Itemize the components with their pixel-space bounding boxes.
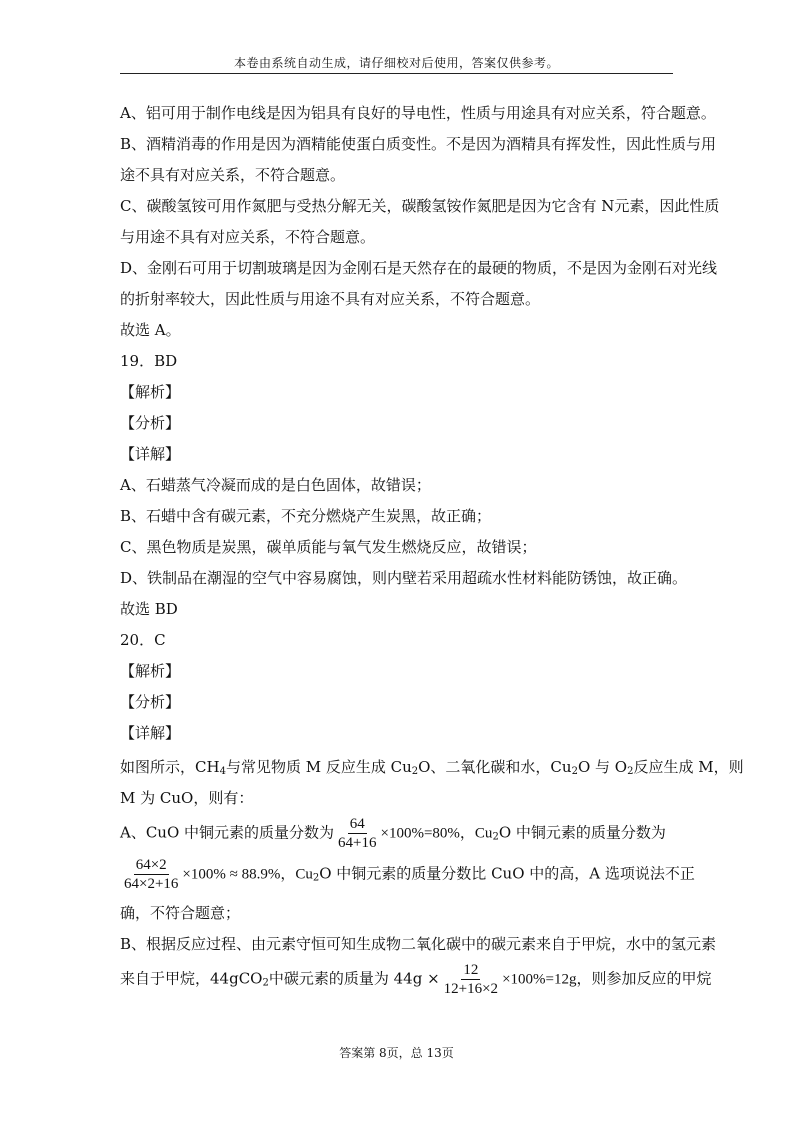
- text-line: 故选 A。: [120, 321, 181, 339]
- text-line: C、黑色物质是炭黑，碳单质能与氧气发生燃烧反应，故错误；: [120, 538, 537, 556]
- text-line: 故选 BD: [120, 600, 178, 618]
- text-line: 的折射率较大，因此性质与用途不具有对应关系，不符合题意。: [120, 290, 541, 308]
- text-line: M 为 CuO，则有：: [120, 789, 254, 807]
- section-label: 【解析】: [120, 662, 181, 680]
- text-line: A、铝可用于制作电线是因为铝具有良好的导电性，性质与用途具有对应关系，符合题意。: [120, 104, 716, 122]
- question-number: 19．BD: [120, 352, 178, 370]
- section-label: 【解析】: [120, 383, 181, 401]
- formula-line: 来自于甲烷，44gCO$_2$中碳元素的质量为 44g × $\frac{12}{12+16\times 2}$ ×100%=12g，则参加反应的甲烷: [120, 962, 712, 997]
- section-label: 【分析】: [120, 414, 181, 432]
- text-line: C、碳酸氢铵可用作氮肥与受热分解无关，碳酸氢铵作氮肥是因为它含有 N元素，因此性质: [120, 197, 720, 215]
- text-line: 与用途不具有对应关系，不符合题意。: [120, 228, 376, 246]
- text-line: D、金刚石可用于切割玻璃是因为金刚石是天然存在的最硬的物质，不是因为金刚石对光线: [120, 259, 718, 277]
- fraction: $\frac{64}{64+16}$: [338, 816, 377, 851]
- text-line: 途不具有对应关系，不符合题意。: [120, 166, 346, 184]
- fraction: $\frac{64\times 2}{64\times 2+16}$: [124, 857, 179, 892]
- text-line: D、铁制品在潮湿的空气中容易腐蚀，则内壁若采用超疏水性材料能防锈蚀，故正确。: [120, 569, 688, 587]
- formula-line: A、CuO 中铜元素的质量分数为 $\frac{64}{64+16}$ ×100%=80%，$Cu_2O$ 中铜元素的质量分数为: [120, 816, 666, 851]
- section-label: 【详解】: [120, 445, 181, 463]
- section-label: 【分析】: [120, 693, 181, 711]
- fraction: $\frac{12}{12+16\times 2}$: [443, 962, 499, 997]
- text-line: B、根据反应过程、由元素守恒可知生成物二氧化碳中的碳元素来自于甲烷，水中的氢元素: [120, 935, 717, 953]
- header-divider: [120, 73, 673, 74]
- formula-line: $\frac{64\times 2}{64\times 2+16}$ ×100% ≈ 88.9%，$Cu_2O$ 中铜元素的质量分数比 CuO 中的高，A 选项说法不正: [124, 857, 695, 892]
- text-line: A、石蜡蒸气冷凝而成的是白色固体，故错误；: [120, 476, 431, 494]
- question-number: 20．C: [120, 631, 166, 649]
- text-line: B、酒精消毒的作用是因为酒精能使蛋白质变性。不是因为酒精具有挥发性，因此性质与用: [120, 135, 717, 153]
- page-footer: 答案第 8页，总 13页: [339, 1046, 454, 1060]
- text-line: 如图所示，$CH_4$与常见物质 M 反应生成 $Cu_2O$、二氧化碳和水，$Cu_2O$ 与 $O_2$反应生成 M，则: [120, 758, 744, 777]
- section-label: 【详解】: [120, 724, 181, 742]
- text-line: B、石蜡中含有碳元素，不充分燃烧产生炭黑，故正确；: [120, 507, 492, 525]
- page-header: 本卷由系统自动生成，请仔细校对后使用，答案仅供参考。: [233, 56, 559, 70]
- text-line: 确，不符合题意；: [120, 904, 241, 922]
